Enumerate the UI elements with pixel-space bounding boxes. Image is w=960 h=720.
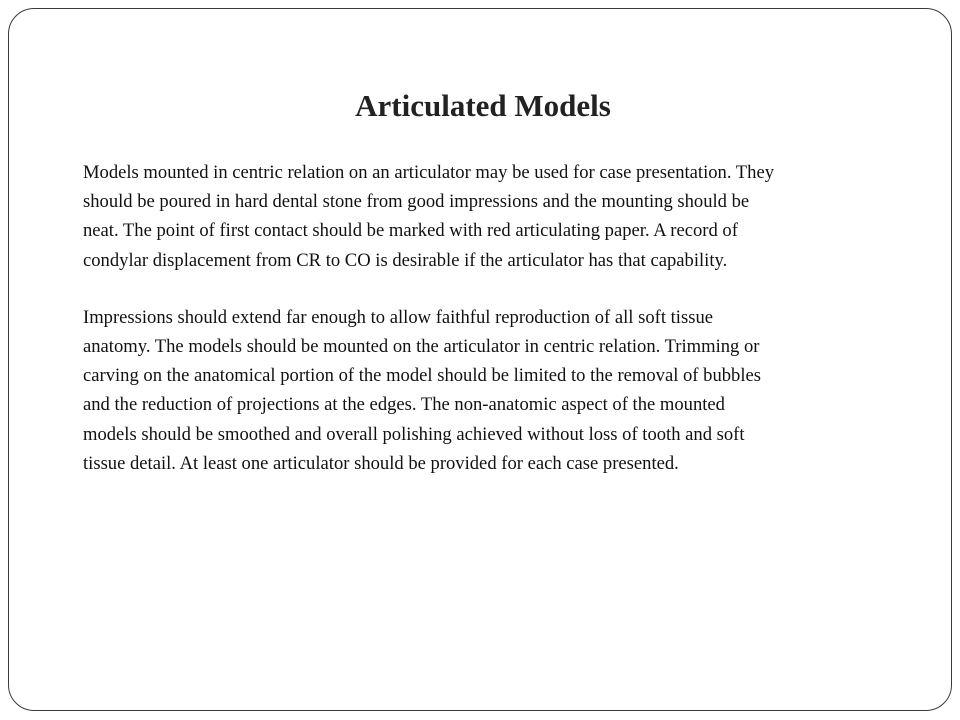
text-line: anatomy. The models should be mounted on the articulator in centric relation. Trimming or [83, 336, 760, 358]
slide-title: Articulated Models [355, 88, 611, 123]
paragraph-2 [83, 303, 895, 478]
text-line: models should be smoothed and overall polishing achieved without loss of tooth and soft [83, 423, 745, 445]
text-line: neat. The point of first contact should be marked with red articulating paper. A record of [83, 220, 738, 242]
text-line: should be poured in hard dental stone from good impressions and the mounting should be [83, 191, 750, 213]
slide-body [83, 158, 895, 478]
text-line: Impressions should extend far enough to allow faithful reproduction of all soft tissue [83, 306, 713, 328]
text-line: tissue detail. At least one articulator should be provided for each case presented. [83, 452, 679, 474]
paragraph-1 [83, 158, 895, 275]
text-line: Models mounted in centric relation on an articulator may be used for case presentation. They [83, 162, 775, 183]
text-line: condylar displacement from CR to CO is desirable if the articulator has that capability. [83, 249, 728, 271]
text-line: carving on the anatomical portion of the model should be limited to the removal of bubbles [83, 365, 761, 387]
text-line: and the reduction of projections at the edges. The non-anatomic aspect of the mounted [83, 394, 725, 416]
